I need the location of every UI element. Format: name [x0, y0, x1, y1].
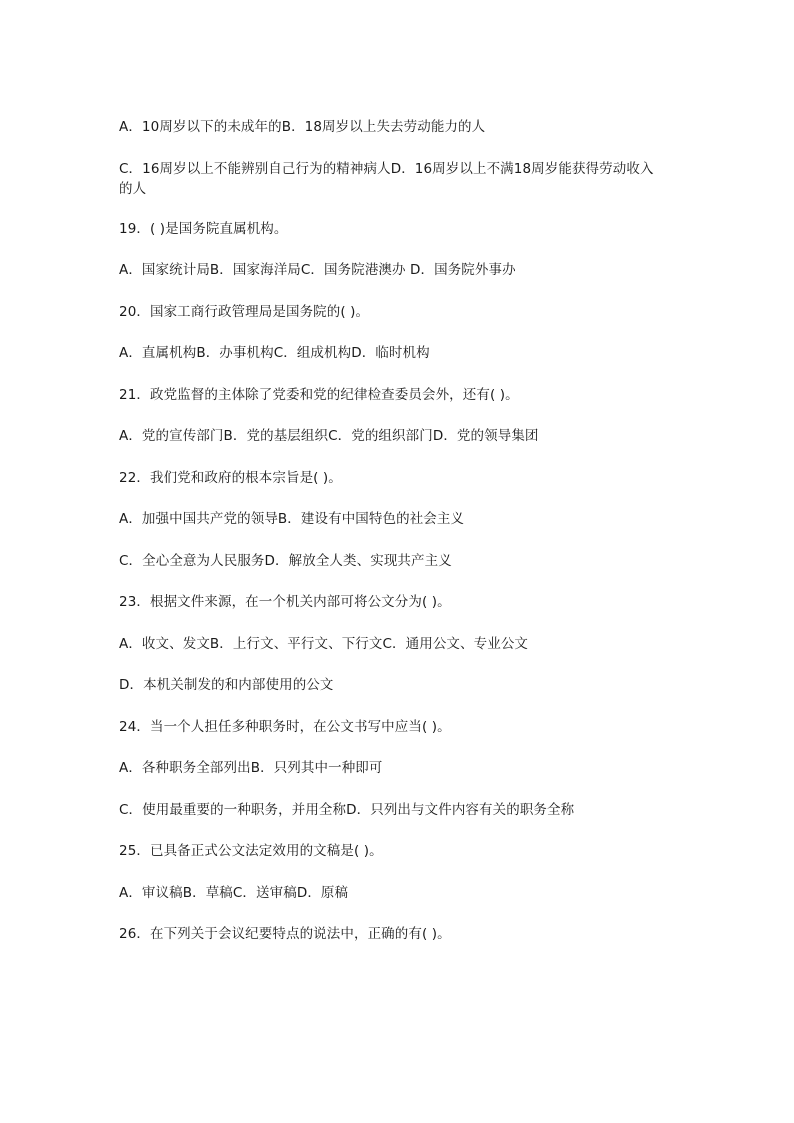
answer-options-23-abc: A．收文、发文B．上行文、平行文、下行文C．通用公文、专业公文: [119, 635, 529, 652]
answer-options-22-cd: C．全心全意为人民服务D．解放全人类、实现共产主义: [119, 552, 452, 569]
question-19: 19．( )是国务院直属机构。: [119, 220, 288, 237]
question-23: 23．根据文件来源，在一个机关内部可将公文分为( )。: [119, 594, 451, 610]
answer-options-25: A．审议稿B．草稿C．送审稿D．原稿: [119, 884, 349, 901]
answer-options-18-ab: A．10周岁以下的未成年的B．18周岁以上失去劳动能力的人: [119, 119, 486, 135]
answer-options-21: A．党的宣传部门B．党的基层组织C．党的组织部门D．党的领导集团: [119, 428, 539, 444]
answer-options-18-cd: C．16周岁以上不能辨别自己行为的精神病人D．16周岁以上不满18周岁能获得劳动收入的人: [119, 160, 654, 197]
answer-options-22-ab: A．加强中国共产党的领导B．建设有中国特色的社会主义: [119, 511, 465, 527]
answer-options-19: A．国家统计局B．国家海洋局C．国务院港澳办 D．国务院外事办: [119, 262, 516, 278]
question-25: 25．已具备正式公文法定效用的文稿是( )。: [119, 843, 383, 859]
question-24: 24．当一个人担任多种职务时，在公文书写中应当( )。: [119, 718, 451, 735]
question-22: 22．我们党和政府的根本宗旨是( )。: [119, 469, 342, 486]
answer-options-24-cd: C．使用最重要的一种职务，并用全称D．只列出与文件内容有关的职务全称: [119, 801, 575, 818]
question-21: 21．政党监督的主体除了党委和党的纪律检查委员会外，还有( )。: [119, 386, 519, 403]
question-20: 20．国家工商行政管理局是国务院的( )。: [119, 303, 370, 320]
question-26: 26．在下列关于会议纪要特点的说法中，正确的有( )。: [119, 926, 451, 942]
answer-options-20: A．直属机构B．办事机构C．组成机构D．临时机构: [119, 345, 430, 361]
answer-options-24-ab: A．各种职务全部列出B．只列其中一种即可: [119, 760, 383, 776]
document-body: [119, 117, 659, 966]
answer-options-23-d: D．本机关制发的和内部使用的公文: [119, 677, 334, 693]
